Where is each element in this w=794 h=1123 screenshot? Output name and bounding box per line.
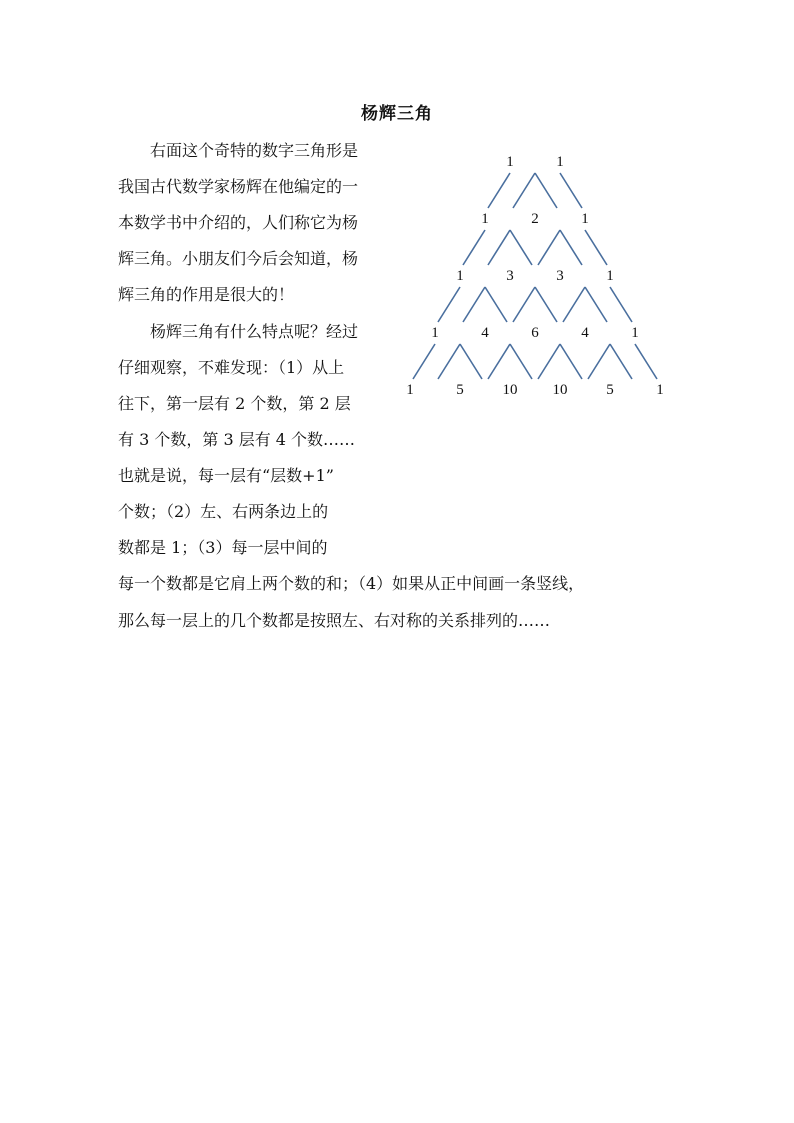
- triangle-line: [460, 344, 482, 379]
- page-title: 杨辉三角: [361, 104, 433, 124]
- triangle-number: 1: [431, 325, 439, 341]
- triangle-number: 1: [556, 154, 564, 170]
- triangle-number: 10: [502, 382, 518, 398]
- triangle-line: [510, 344, 532, 379]
- triangle-line: [463, 230, 485, 265]
- triangle-number: 6: [531, 325, 539, 341]
- triangle-line: [488, 230, 510, 265]
- triangle-line: [563, 287, 585, 322]
- yanghui-triangle-diagram: [400, 145, 680, 405]
- triangle-number: 1: [606, 268, 614, 284]
- triangle-line: [588, 344, 610, 379]
- text-line: 本数学书中介绍的，人们称它为杨: [118, 213, 359, 232]
- triangle-number: 3: [556, 268, 564, 284]
- text-line: 有 3 个数，第 3 层有 4 个数……: [118, 430, 356, 449]
- triangle-line: [438, 287, 460, 322]
- triangle-number: 1: [406, 382, 414, 398]
- triangle-line: [538, 230, 560, 265]
- triangle-number: 10: [552, 382, 568, 398]
- triangle-number: 1: [656, 382, 664, 398]
- triangle-line: [413, 344, 435, 379]
- triangle-line: [538, 344, 560, 379]
- triangle-line: [485, 287, 507, 322]
- text-line: 仔细观察，不难发现：（1）从上: [118, 358, 345, 377]
- triangle-line: [513, 287, 535, 322]
- triangle-line: [560, 173, 582, 208]
- triangle-number: 5: [456, 382, 464, 398]
- text-line: 个数；（2）左、右两条边上的: [118, 502, 329, 521]
- triangle-line: [585, 287, 607, 322]
- text-line: 那么每一层上的几个数都是按照左、右对称的关系排列的……: [118, 611, 551, 630]
- triangle-number: 1: [506, 154, 514, 170]
- triangle-number: 1: [456, 268, 464, 284]
- triangle-line: [438, 344, 460, 379]
- triangle-number: 1: [481, 211, 489, 227]
- text-line: 数都是 1；（3）每一层中间的: [118, 538, 328, 557]
- triangle-line: [610, 344, 632, 379]
- triangle-number: 1: [581, 211, 589, 227]
- triangle-line: [513, 173, 535, 208]
- triangle-line: [535, 173, 557, 208]
- triangle-line: [510, 230, 532, 265]
- triangle-lines: [413, 173, 657, 379]
- triangle-number: 3: [506, 268, 514, 284]
- triangle-number: 4: [481, 325, 489, 341]
- triangle-line: [610, 287, 632, 322]
- triangle-number: 1: [631, 325, 639, 341]
- text-line: 辉三角的作用是很大的！: [118, 285, 295, 304]
- triangle-line: [560, 230, 582, 265]
- triangle-line: [488, 344, 510, 379]
- text-line: 杨辉三角有什么特点呢？经过: [118, 322, 359, 341]
- triangle-numbers: [406, 154, 664, 398]
- triangle-number: 2: [531, 211, 539, 227]
- triangle-number: 5: [606, 382, 614, 398]
- text-line: 往下，第一层有 2 个数，第 2 层: [118, 394, 351, 413]
- triangle-line: [463, 287, 485, 322]
- text-line: 辉三角。小朋友们今后会知道，杨: [118, 249, 359, 268]
- triangle-number: 4: [581, 325, 589, 341]
- text-line: 右面这个奇特的数字三角形是: [118, 141, 359, 160]
- triangle-line: [585, 230, 607, 265]
- triangle-line: [635, 344, 657, 379]
- triangle-line: [560, 344, 582, 379]
- text-line: 我国古代数学家杨辉在他编定的一: [118, 177, 359, 196]
- text-line: 每一个数都是它肩上两个数的和；（4）如果从正中间画一条竖线，: [118, 574, 585, 593]
- triangle-line: [488, 173, 510, 208]
- text-line: 也就是说，每一层有“层数+1”: [118, 466, 334, 485]
- triangle-line: [535, 287, 557, 322]
